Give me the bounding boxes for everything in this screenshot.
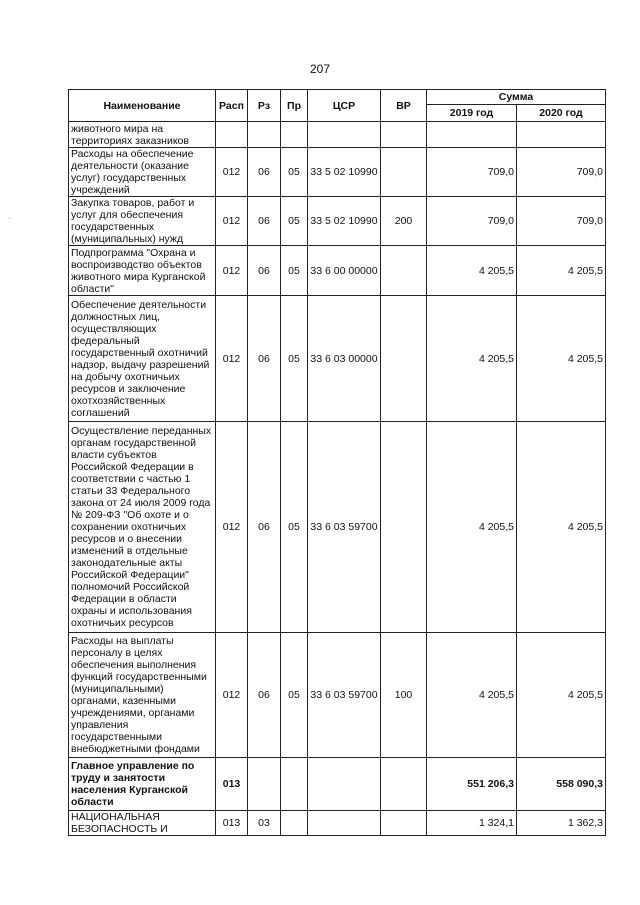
- row-csr: 33 5 02 10990: [308, 148, 381, 197]
- row-rasp: 012: [216, 246, 248, 296]
- row-rasp: 012: [216, 148, 248, 197]
- header-vr: ВР: [381, 90, 427, 122]
- header-name: Наименование: [69, 90, 216, 122]
- row-rasp: 013: [216, 758, 248, 811]
- row-vr: 100: [381, 633, 427, 758]
- row-name: Главное управление по труду и занятости населения Курганской области: [69, 758, 216, 811]
- table-row: [69, 633, 606, 758]
- row-sum-2019: 4 205,5: [427, 296, 517, 422]
- row-sum-2019: 709,0: [427, 197, 517, 246]
- row-pr: 05: [281, 296, 308, 422]
- header-csr: ЦСР: [308, 90, 381, 122]
- row-rasp: 012: [216, 422, 248, 633]
- row-vr: [381, 122, 427, 148]
- row-sum-2020: [517, 122, 606, 148]
- row-vr: 200: [381, 197, 427, 246]
- table-row: [69, 758, 606, 811]
- row-csr: [308, 811, 381, 836]
- row-sum-2019: 1 324,1: [427, 811, 517, 836]
- row-rasp: 013: [216, 811, 248, 836]
- row-name: Обеспечение деятельности должностных лиц, осуществляющих федеральный государственный охотничий надзор, выдачу разрешений на добычу охотничьих ресурсов и заключение охотхозяйственных соглашений: [69, 296, 216, 422]
- row-vr: [381, 246, 427, 296]
- table-row: [69, 296, 606, 422]
- row-sum-2020: 709,0: [517, 148, 606, 197]
- header-rz: Рз: [248, 90, 281, 122]
- row-sum-2020: 4 205,5: [517, 422, 606, 633]
- row-sum-2019: 551 206,3: [427, 758, 517, 811]
- row-pr: 05: [281, 197, 308, 246]
- row-vr: [381, 422, 427, 633]
- scan-speck: [9, 218, 10, 219]
- row-csr: 33 6 00 00000: [308, 246, 381, 296]
- header-sum: Сумма: [427, 90, 606, 105]
- row-sum-2019: 4 205,5: [427, 633, 517, 758]
- row-pr: 05: [281, 246, 308, 296]
- row-rz: 06: [248, 148, 281, 197]
- header-rasp: Расп: [216, 90, 248, 122]
- row-pr: 05: [281, 422, 308, 633]
- row-sum-2019: [427, 122, 517, 148]
- row-rasp: 012: [216, 197, 248, 246]
- row-name: Осуществление переданных органам государственной власти субъектов Российской Федерации в соответствии с частью 1 статьи 33 Федерального закона от 24 июля 2009 года № 209-ФЗ "Об охоте и о сохранении охотничьих ресурсов и о внесении изменений в отдельные законодательные акты Российской Федерации" полномочий Российской Федерации в области охраны и использования охотничьих ресурсов: [69, 422, 216, 633]
- row-rz: 06: [248, 197, 281, 246]
- row-sum-2020: 709,0: [517, 197, 606, 246]
- row-rz: [248, 122, 281, 148]
- row-sum-2020: 4 205,5: [517, 633, 606, 758]
- table-row: [69, 197, 606, 246]
- row-pr: [281, 811, 308, 836]
- row-name: НАЦИОНАЛЬНАЯ БЕЗОПАСНОСТЬ И: [69, 811, 216, 836]
- row-vr: [381, 148, 427, 197]
- row-vr: [381, 758, 427, 811]
- row-name: Закупка товаров, работ и услуг для обеспечения государственных (муниципальных) нужд: [69, 197, 216, 246]
- table-row: [69, 422, 606, 633]
- row-rz: [248, 758, 281, 811]
- table-row: [69, 148, 606, 197]
- row-name: Расходы на выплаты персоналу в целях обеспечения выполнения функций государственными (муниципальными) органами, казенными учреждениями, органами управления государственными внебюджетными фондами: [69, 633, 216, 758]
- row-name: Расходы на обеспечение деятельности (оказание услуг) государственных учреждений: [69, 148, 216, 197]
- row-sum-2019: 709,0: [427, 148, 517, 197]
- row-csr: 33 5 02 10990: [308, 197, 381, 246]
- row-csr: [308, 758, 381, 811]
- row-csr: [308, 122, 381, 148]
- row-csr: 33 6 03 59700: [308, 633, 381, 758]
- header-2020: 2020 год: [517, 105, 606, 122]
- row-name: Подпрограмма "Охрана и воспроизводство объектов животного мира Курганской области": [69, 246, 216, 296]
- row-rasp: 012: [216, 633, 248, 758]
- page-number: 207: [309, 62, 331, 76]
- row-rasp: 012: [216, 296, 248, 422]
- header-pr: Пр: [281, 90, 308, 122]
- header-2019: 2019 год: [427, 105, 517, 122]
- row-rz: 06: [248, 633, 281, 758]
- row-pr: [281, 122, 308, 148]
- row-vr: [381, 296, 427, 422]
- budget-table: [68, 89, 606, 836]
- row-pr: [281, 758, 308, 811]
- row-rz: 06: [248, 422, 281, 633]
- row-rz: 06: [248, 296, 281, 422]
- row-sum-2020: 4 205,5: [517, 246, 606, 296]
- row-sum-2019: 4 205,5: [427, 246, 517, 296]
- row-vr: [381, 811, 427, 836]
- row-rz: 03: [248, 811, 281, 836]
- row-pr: 05: [281, 633, 308, 758]
- row-sum-2020: 558 090,3: [517, 758, 606, 811]
- row-sum-2020: 1 362,3: [517, 811, 606, 836]
- row-rz: 06: [248, 246, 281, 296]
- row-sum-2020: 4 205,5: [517, 296, 606, 422]
- table-row: [69, 246, 606, 296]
- row-pr: 05: [281, 148, 308, 197]
- row-sum-2019: 4 205,5: [427, 422, 517, 633]
- row-csr: 33 6 03 59700: [308, 422, 381, 633]
- table-row: [69, 122, 606, 148]
- row-name: животного мира на территориях заказников: [69, 122, 216, 148]
- row-csr: 33 6 03 00000: [308, 296, 381, 422]
- row-rasp: [216, 122, 248, 148]
- table-row: [69, 811, 606, 836]
